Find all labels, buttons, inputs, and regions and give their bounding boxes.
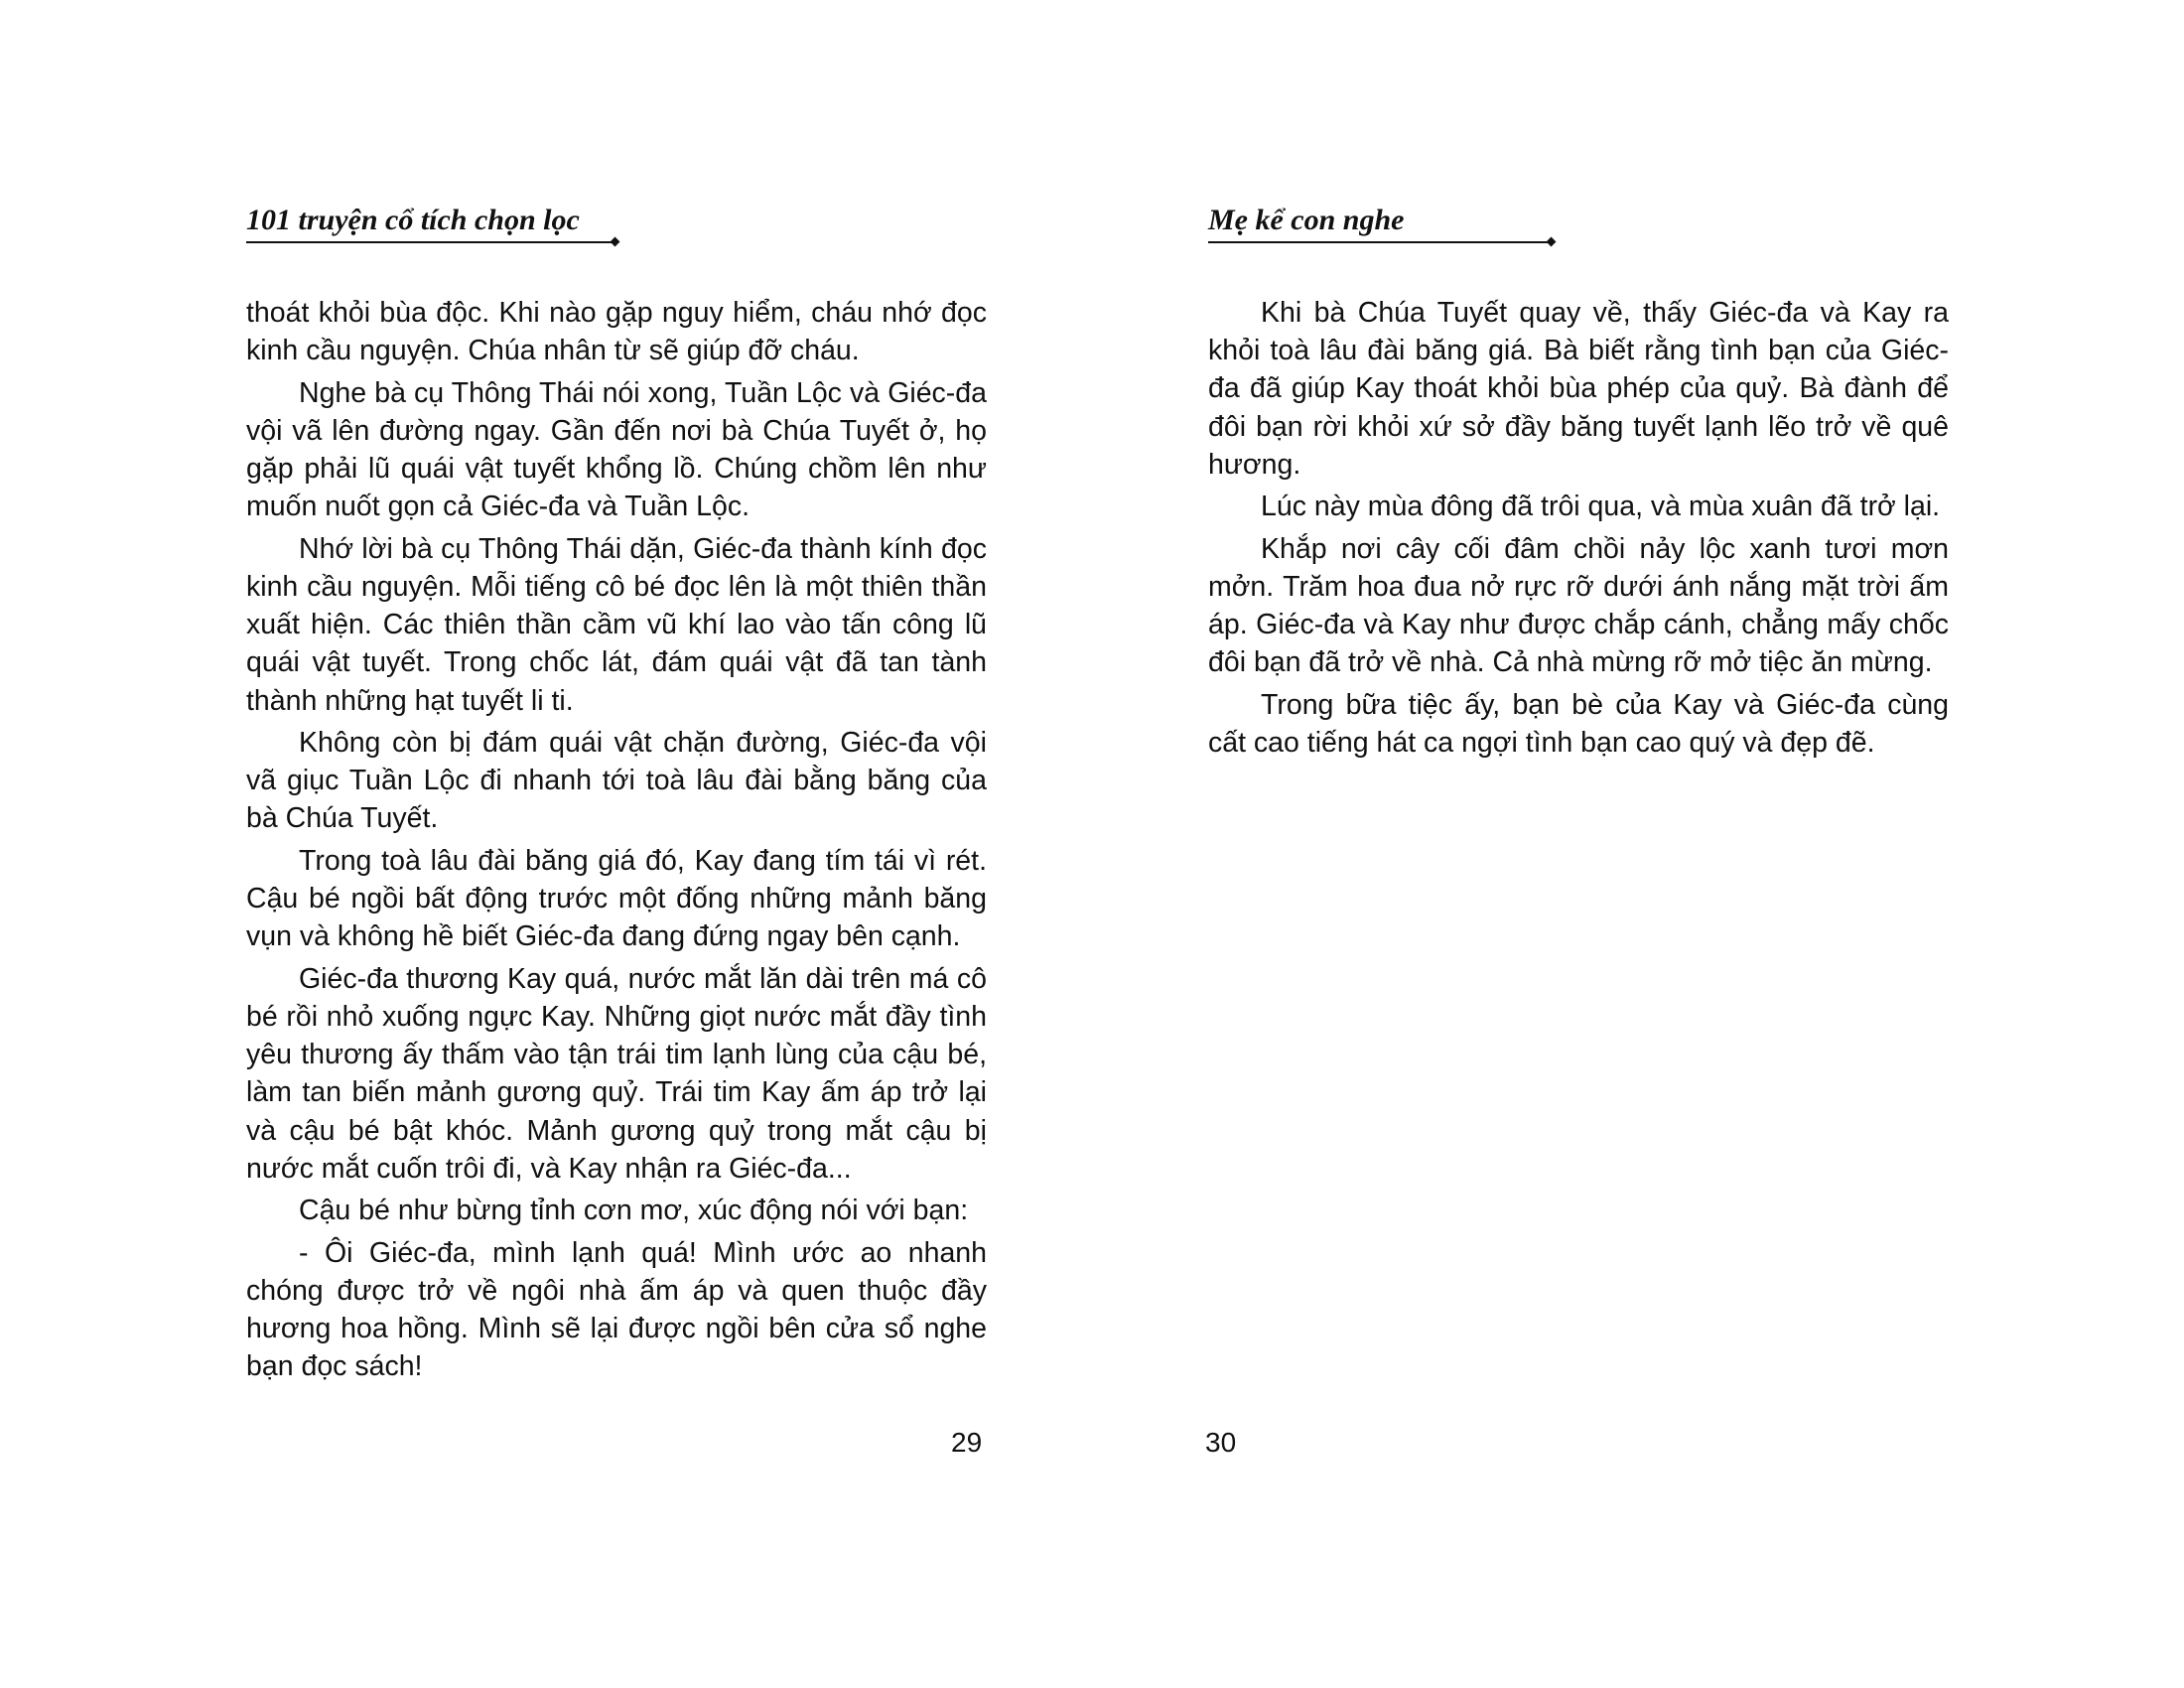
story-paragraph: Khắp nơi cây cối đâm chồi nảy lộc xanh tươi mơn mởn. Trăm hoa đua nở rực rỡ dưới ánh nắng mặt trời ấm áp. Giéc-đa và Kay như được chắp cánh, chẳng mấy chốc đôi bạn đã trở về nhà. Cả nhà mừng rỡ mở tiệc ăn mừng. [1208,532,1949,679]
story-paragraph: Nghe bà cụ Thông Thái nói xong, Tuần Lộc và Giéc-đa vội vã lên đường ngay. Gần đến nơi bà Chúa Tuyết ở, họ gặp phải lũ quái vật tuyết khổng lồ. Chúng chồm lên như muốn nuốt gọn cả Giéc-đa và Tuần Lộc. [246,376,987,523]
page-number: 30 [1205,1427,1237,1458]
right-page [1092,0,2184,1688]
story-paragraph: Trong bữa tiệc ấy, bạn bè của Kay và Giéc-đa cùng cất cao tiếng hát ca ngợi tình bạn cao quý và đẹp đẽ. [1208,688,1949,760]
story-paragraph: Giéc-đa thương Kay quá, nước mắt lăn dài trên má cô bé rồi nhỏ xuống ngực Kay. Những giọt nước mắt đầy tình yêu thương ấy thấm vào tận trái tim lạnh lùng của cậu bé, làm tan biến mảnh gương quỷ. Trái tim Kay ấm áp trở lại và cậu bé bật khóc. Mảnh gương quỷ trong mắt cậu bị nước mắt cuốn trôi đi, và Kay nhận ra Giéc-đa... [246,962,987,1185]
header-rule [1208,241,1550,243]
story-paragraph: Khi bà Chúa Tuyết quay về, thấy Giéc-đa và Kay ra khỏi toà lâu đài băng giá. Bà biết rằng tình bạn của Giéc-đa đã giúp Kay thoát khỏi bùa phép của quỷ. Bà đành để đôi bạn rời khỏi xứ sở đầy băng tuyết lạnh lẽo trở về quê hương. [1208,297,1949,481]
story-paragraph: - Ôi Giéc-đa, mình lạnh quá! Mình ước ao nhanh chóng được trở về ngôi nhà ấm áp và quen thuộc đầy hương hoa hồng. Mình sẽ lại được ngồi bên cửa sổ nghe bạn đọc sách! [246,1236,987,1383]
header-rule [246,241,614,243]
story-text-column [1208,294,1949,767]
story-paragraph: Trong toà lâu đài băng giá đó, Kay đang tím tái vì rét. Cậu bé ngồi bất động trước một đống những mảnh băng vụn và không hề biết Giéc-đa đang đứng ngay bên cạnh. [246,844,987,953]
story-paragraph: Lúc này mùa đông đã trôi qua, và mùa xuân đã trở lại. [1261,491,1941,523]
page-number: 29 [951,1427,983,1458]
story-paragraph: Cậu bé như bừng tỉnh cơn mơ, xúc động nói với bạn: [299,1195,969,1227]
story-paragraph: Không còn bị đám quái vật chặn đường, Giéc-đa vội vã giục Tuần Lộc đi nhanh tới toà lâu đài bằng băng của bà Chúa Tuyết. [246,727,987,835]
running-head-book-title: 101 truyện cổ tích chọn lọc [246,204,580,236]
running-head-series-title: Mẹ kể con nghe [1208,204,1405,236]
story-text-column [246,294,987,1390]
story-paragraph: Nhớ lời bà cụ Thông Thái dặn, Giéc-đa thành kính đọc kinh cầu nguyện. Mỗi tiếng cô bé đọc lên là một thiên thần xuất hiện. Các thiên thần cầm vũ khí lao vào tấn công lũ quái vật tuyết. Trong chốc lát, đám quái vật đã tan tành thành những hạt tuyết li ti. [246,532,987,717]
story-paragraph: thoát khỏi bùa độc. Khi nào gặp nguy hiểm, cháu nhớ đọc kinh cầu nguyện. Chúa nhân từ sẽ giúp đỡ cháu. [246,297,987,367]
